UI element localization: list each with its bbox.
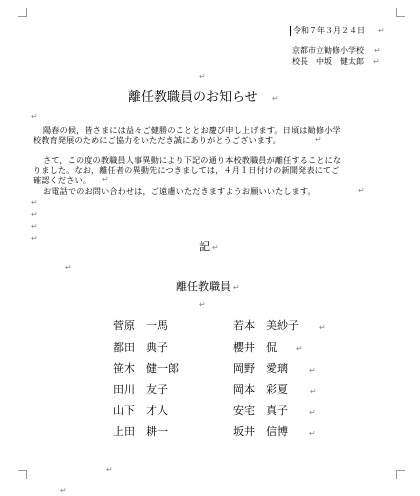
paragraph-mark: ↵ — [233, 283, 240, 292]
paragraph-mark: ↵ — [310, 387, 317, 396]
staff-left-2: 都田 典子 — [113, 341, 168, 354]
staff-right-2: 櫻井 侃 — [233, 341, 277, 354]
staff-left-1: 菅原 一馬 — [113, 319, 168, 332]
school-name: 京都市立勧修小学校 — [292, 46, 364, 55]
date-line: 令和７年３月２４日 — [293, 26, 365, 35]
principal-name: 校長 中坂 健太郎 — [292, 57, 364, 66]
paragraph-mark: ↵ — [212, 243, 219, 252]
paragraph-mark: ↵ — [102, 175, 109, 184]
paragraph-mark: ↵ — [31, 198, 38, 207]
paragraph-mark: ↵ — [378, 26, 385, 35]
paragraph-mark: ↵ — [31, 222, 38, 231]
crop-mark-bottom-left — [18, 470, 27, 479]
body-line-1: 陽春の候，皆さまには益々ご健勝のこととお慶び申し上げます。日頃は勧修小学 — [43, 125, 341, 135]
paragraph-mark: ↵ — [31, 112, 38, 121]
paragraph-mark: ↵ — [31, 210, 38, 219]
staff-left-3: 笹木 健一郎 — [113, 362, 179, 375]
paragraph-mark: ↵ — [358, 186, 365, 195]
paragraph-mark: ↵ — [315, 135, 322, 144]
crop-mark-bottom-right — [396, 470, 405, 479]
staff-left-5: 山下 才人 — [113, 404, 168, 417]
body-line-6: お電話でのお問い合わせは，ご遠慮いただきますようお願いいたします。 — [43, 186, 316, 196]
staff-right-5: 安宅 真子 — [233, 404, 288, 417]
paragraph-mark: ↵ — [272, 94, 279, 103]
paragraph-mark: ↵ — [319, 323, 326, 332]
paragraph-mark: ↵ — [296, 344, 303, 353]
body-line-4: りました。なお，離任者の異動先につきましては，４月１日付けの新聞発表にてご — [33, 165, 340, 175]
paragraph-mark: ↵ — [199, 72, 206, 81]
paragraph-mark: ↵ — [309, 366, 316, 375]
paragraph-mark: ↵ — [65, 263, 72, 272]
paragraph-mark: ↵ — [199, 300, 206, 309]
staff-list-heading: 離任教職員 — [176, 280, 231, 293]
crop-mark-top-right — [396, 8, 405, 17]
paragraph-mark: ↵ — [60, 486, 67, 495]
paragraph-mark: ↵ — [309, 429, 316, 438]
crop-mark-top-left — [18, 8, 27, 17]
staff-left-6: 上田 耕一 — [113, 425, 168, 438]
staff-right-1: 若本 美紗子 — [233, 319, 299, 332]
staff-right-3: 岡野 愛璃 — [233, 362, 288, 375]
staff-right-4: 岡本 彩夏 — [233, 383, 288, 396]
paragraph-mark: ↵ — [31, 234, 38, 243]
staff-left-4: 田川 友子 — [113, 383, 168, 396]
staff-right-6: 坂井 信博 — [233, 425, 288, 438]
ki-heading: 記 — [199, 240, 210, 253]
paragraph-mark: ↵ — [106, 465, 113, 474]
paragraph-mark: ↵ — [374, 46, 381, 55]
paragraph-mark: ↵ — [373, 57, 380, 66]
paragraph-mark: ↵ — [309, 408, 316, 417]
document-title: 離任教職員のお知らせ — [128, 90, 258, 105]
body-line-5: 確認ください。 — [33, 175, 92, 185]
body-line-3: さて，この度の教職員人事異動により下記の通り本校教職員が離任することにな — [43, 155, 342, 165]
text-cursor — [290, 26, 291, 36]
body-line-2: 校教育発展のためにご協力をいただき誠にありがとうございます。 — [33, 135, 281, 145]
